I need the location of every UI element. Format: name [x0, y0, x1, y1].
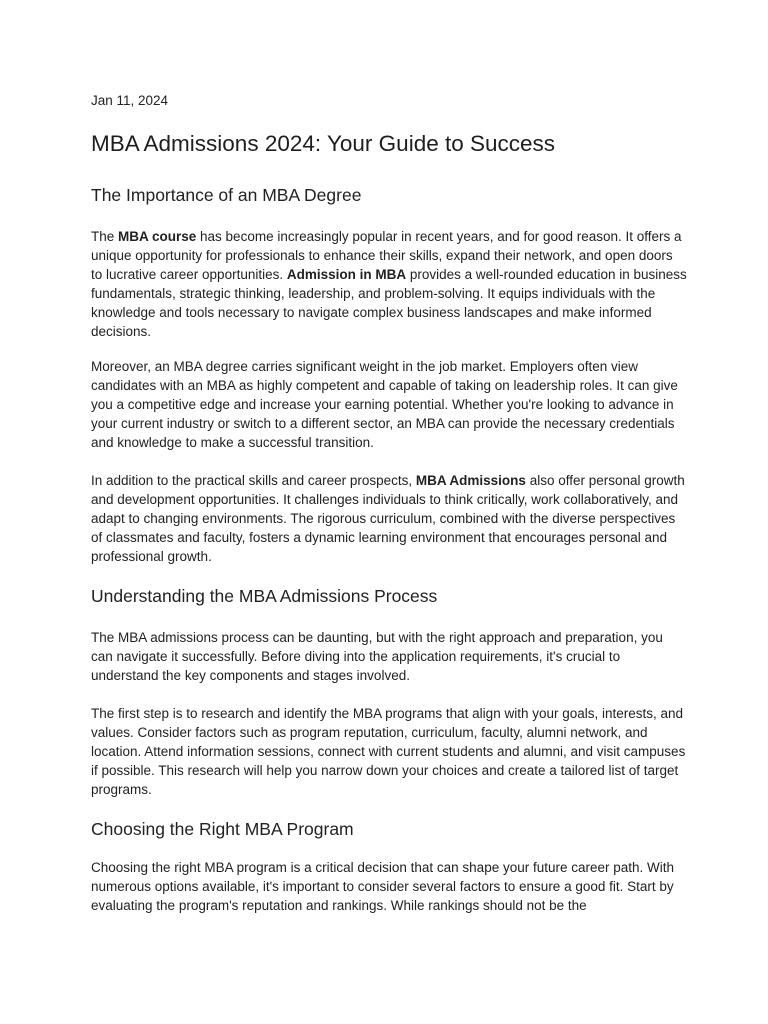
bold-term-mba-admissions: MBA Admissions — [415, 473, 526, 488]
section-heading-admissions-process: Understanding the MBA Admissions Process — [91, 586, 438, 606]
paragraph — [91, 227, 687, 341]
section-heading-importance: The Importance of an MBA Degree — [91, 185, 362, 205]
paragraph: Moreover, an MBA degree carries significant weight in the job market. Employers often view candidates with an MBA as highly competent and capable of taking on leadership roles. It can give you a competitive edge and increase your earning potential. Whether you're looking to advance in your current industry or switch to a different sector, an MBA can provide the necessary credentials and knowledge to make a successful transition. — [91, 359, 678, 450]
paragraph-text: has become increasingly popular in recent years, and for good reason. It offers a unique opportunity for professionals to enhance their skills, expand their network, and open doors to lucrative career opportunities. — [91, 229, 682, 282]
section-heading-choosing-program: Choosing the Right MBA Program — [91, 819, 354, 839]
paragraph: The MBA admissions process can be daunting, but with the right approach and preparation, you can navigate it successfully. Before diving into the application requirements, it's crucial to understand the key components and stages involved. — [91, 630, 663, 683]
paragraph-text: provides a well-rounded education in business fundamentals, strategic thinking, leadership, and problem-solving. It equips individuals with the knowledge and tools necessary to navigate complex business landscapes and make informed decisions. — [91, 267, 687, 339]
paragraph — [91, 471, 687, 566]
paragraph: The first step is to research and identify the MBA programs that align with your goals, interests, and values. Consider factors such as program reputation, curriculum, faculty, alumni network, and location. Attend information sessions, connect with current students and alumni, and visit campuses if possible. This research will help you narrow down your choices and create a tailored list of target programs. — [91, 706, 686, 797]
paragraph-text: The — [91, 229, 119, 244]
paragraph: Choosing the right MBA program is a critical decision that can shape your future career path. With numerous options available, it's important to consider several factors to ensure a good fit. Start by evaluating the program's reputation and rankings. While rankings should not be the — [91, 860, 675, 913]
paragraph-text: also offer personal growth and development opportunities. It challenges individuals to think critically, work collaboratively, and adapt to changing environments. The rigorous curriculum, combined with the diverse perspectives of classmates and faculty, fosters a dynamic learning environment that encourages personal and professional growth. — [91, 473, 685, 564]
bold-term-mba-course: MBA course — [118, 229, 197, 244]
document-title: MBA Admissions 2024: Your Guide to Success — [91, 131, 556, 156]
publish-date: Jan 11, 2024 — [91, 93, 169, 108]
bold-term-admission-in-mba: Admission in MBA — [286, 267, 407, 282]
paragraph-text: In addition to the practical skills and career prospects, — [91, 473, 416, 488]
